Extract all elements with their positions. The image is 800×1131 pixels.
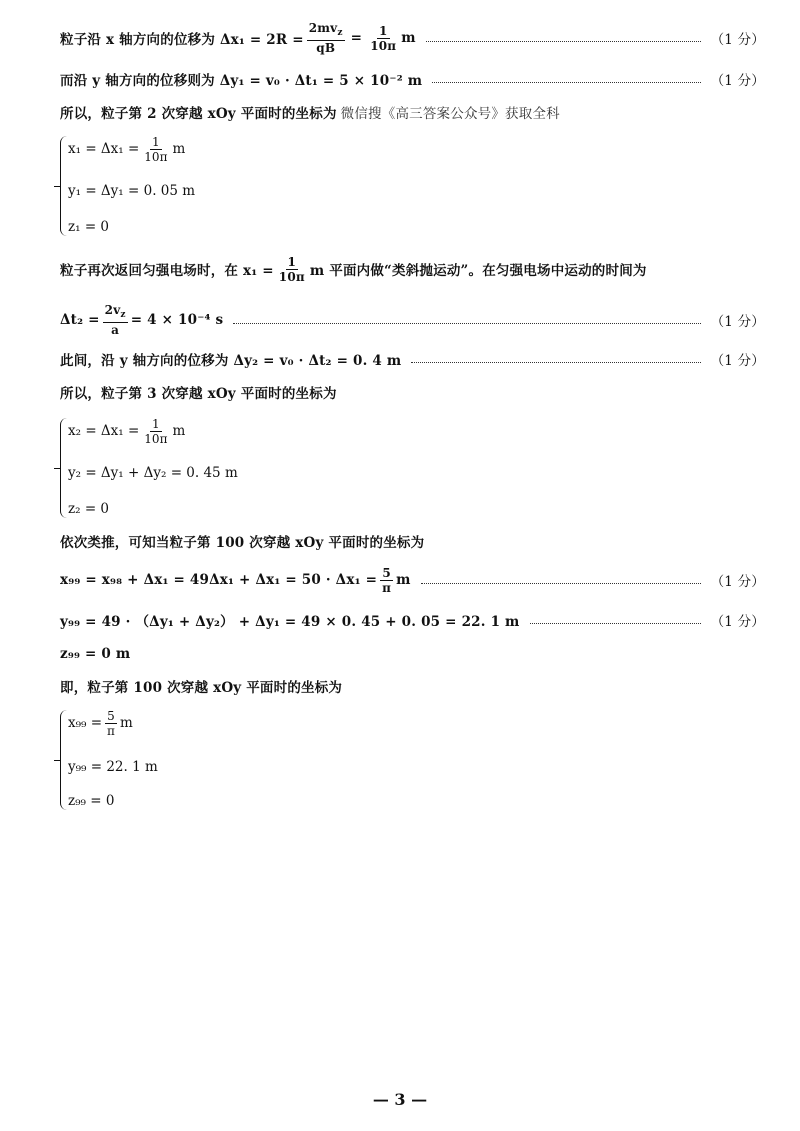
left-brace: [60, 710, 67, 810]
score-label: （1 分）: [710, 574, 765, 590]
dot-leader: [233, 323, 700, 324]
score-label: （1 分）: [710, 314, 765, 330]
line-hundredth-crossing: 依次类推，可知当粒子第 100 次穿越 xOy 平面时的坐标为: [60, 535, 425, 551]
dot-leader: [530, 623, 701, 624]
system-row-z: z₉₉ = 0: [68, 793, 115, 809]
line-z99: z₉₉ = 0 m: [60, 646, 131, 662]
score-label: （1 分）: [710, 614, 765, 630]
line-return-to-field: 粒子再次返回匀强电场时，在 x₁ = $\frac{1}{10\pi}$ m 平面内做“类斜抛运动”。在匀强电场中运动的时间为: [60, 254, 647, 284]
system-row-z: z₂ = 0: [68, 501, 110, 517]
system-row-y: y₁ = Δy₁ = 0. 05 m: [68, 183, 196, 199]
y-displacement-text: 而沿 y 轴方向的位移则为 Δy₁ = v₀ · Δt₁ = 5 × 10⁻² m: [60, 73, 423, 89]
system-row-x: x₁ = Δx₁ = $\frac{1}{10\pi}$ m: [68, 134, 186, 164]
coordinate-system-2: [60, 415, 360, 521]
left-brace: [60, 136, 67, 236]
dot-leader: [426, 41, 701, 42]
score-label: （1 分）: [710, 73, 765, 89]
line-y2-displacement: 此间，沿 y 轴方向的位移为 Δy₂ = v₀ · Δt₂ = 0. 4 m （1 分）: [60, 347, 765, 371]
unit-m: m: [401, 30, 416, 46]
coordinate-system-1: [60, 133, 360, 239]
line-second-crossing: [60, 100, 765, 124]
dot-leader: [432, 82, 700, 83]
system-row-x: x₉₉ = $\frac{5}{\pi}$ m: [68, 708, 133, 738]
dot-leader: [421, 583, 701, 584]
page-number: — 3 —: [372, 1090, 428, 1109]
fraction-2mv-over-qb: $\frac{2mv_z}{qB}$: [308, 21, 343, 55]
fraction-1-over-10pi: $\frac{1}{10\pi}$: [370, 23, 397, 53]
line-third-crossing: 所以，粒子第 3 次穿越 xOy 平面时的坐标为: [60, 386, 337, 402]
line-y-displacement: [60, 67, 765, 91]
line-delta-t2: Δt₂ = $\frac{2v_z}{a}$ = 4 × 10⁻⁴ s （1 分）: [60, 303, 765, 337]
line-final-coordinates: 即，粒子第 100 次穿越 xOy 平面时的坐标为: [60, 680, 343, 696]
score-label: （1 分）: [710, 353, 765, 369]
system-row-x: x₂ = Δx₁ = $\frac{1}{10\pi}$ m: [68, 416, 186, 446]
system-row-y: y₉₉ = 22. 1 m: [68, 759, 158, 775]
system-row-z: z₁ = 0: [68, 219, 110, 235]
dot-leader: [411, 362, 700, 363]
line-x-displacement: 粒子沿 x 轴方向的位移为 Δx₁ = 2R = $\frac{2mv_z}{qB}$ = $\frac{1}{10\pi}$ m （1 分）: [60, 21, 765, 55]
line-y99: y₉₉ = 49 · （Δy₁ + Δy₂） + Δy₁ = 49 × 0. 45 + 0. 05 = 22. 1 m （1 分）: [60, 608, 765, 632]
line-x99: x₉₉ = x₉₈ + Δx₁ = 49Δx₁ + Δx₁ = 50 · Δx₁ = $\frac{5}{\pi}$ m （1 分）: [60, 565, 765, 595]
second-crossing-text: 所以，粒子第 2 次穿越 xOy 平面时的坐标为: [60, 106, 337, 122]
system-row-y: y₂ = Δy₁ + Δy₂ = 0. 45 m: [68, 465, 238, 481]
coordinate-system-3: [60, 707, 360, 813]
x-displacement-text: 粒子沿 x 轴方向的位移为 Δx₁ = 2R =: [60, 32, 304, 48]
left-brace: [60, 418, 67, 518]
score-label: （1 分）: [710, 32, 765, 48]
watermark-text: 微信搜《高三答案公众号》获取全科: [340, 106, 560, 122]
